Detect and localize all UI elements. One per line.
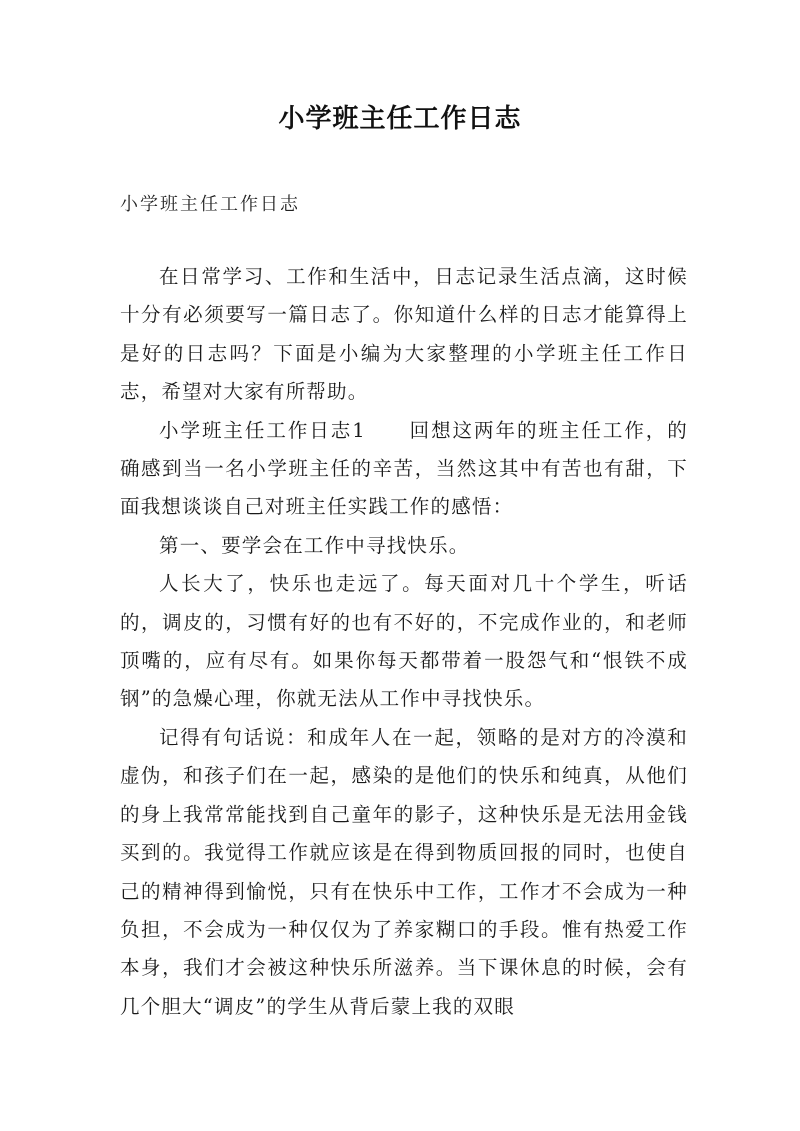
paragraph-log-1: 小学班主任工作日志1 回想这两年的班主任工作，的确感到当一名小学班主任的辛苦，当然这其中有苦也有甜，下面我想谈谈自己对班主任实践工作的感悟： [120,418,688,519]
document-title: 小学班主任工作日志 [278,104,522,134]
document-subtitle: 小学班主任工作日志 [120,194,300,215]
paragraph-remember: 记得有句话说：和成年人在一起，领略的是对方的冷漠和虚伪，和孩子们在一起，感染的是他们的快乐和纯真，从他们的身上我常常能找到自己童年的影子，这种快乐是无法用金钱买到的。我觉得工作就应该是在得到物质回报的同时，也使自己的精神得到愉悦，只有在快乐中工作，工作才不会成为一种负担，不会成为一种仅仅为了养家糊口的手段。惟有热爱工作本身，我们才会被这种快乐所滋养。当下课休息的时候，会有几个胆大“调皮”的学生从背后蒙上我的双眼 [120,725,688,1018]
paragraph-growing-up: 人长大了，快乐也走远了。每天面对几十个学生，听话的，调皮的，习惯有好的也有不好的，不完成作业的，和老师顶嘴的，应有尽有。如果你每天都带着一股怨气和“恨铁不成钢”的急燥心理，你就无法从工作中寻找快乐。 [120,572,688,711]
paragraph-point-1: 第一、要学会在工作中寻找快乐。 [159,533,470,557]
document-body [120,258,688,1026]
paragraph-intro: 在日常学习、工作和生活中，日志记录生活点滴，这时候十分有必须要写一篇日志了。你知道什么样的日志才能算得上是好的日志吗？下面是小编为大家整理的小学班主任工作日志，希望对大家有所帮助。 [120,265,688,404]
